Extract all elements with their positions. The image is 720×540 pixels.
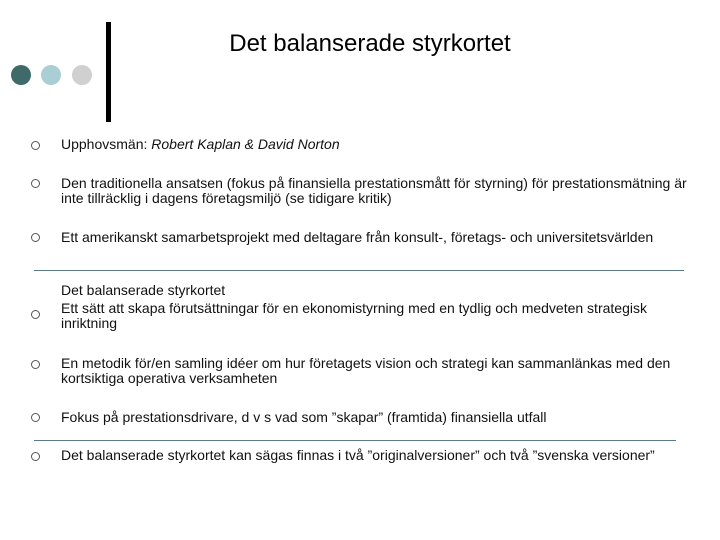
section-divider <box>34 440 676 441</box>
bullet-item: Fokus på prestationsdrivare, d v s vad som ”skapar” (framtida) finansiella utfall <box>61 409 547 425</box>
bullet-marker <box>31 413 40 422</box>
authors-prefix: Upphovsmän: <box>61 136 152 152</box>
section-heading: Det balanserade styrkortet <box>61 282 226 298</box>
bullet-marker <box>31 452 40 461</box>
title-divider-line <box>106 22 111 122</box>
slide-title: Det balanserade styrkortet <box>229 30 511 57</box>
decorative-dot-dark <box>11 65 31 85</box>
bullet-item: Ett sätt att skapa förutsättningar för en ekonomistyrning med en tydlig och medveten strategisk inriktning <box>61 300 647 331</box>
bullet-item: Ett amerikanskt samarbetsprojekt med deltagare från konsult-, företags- och universitetsvärlden <box>61 229 654 245</box>
bullet-marker <box>31 141 40 150</box>
bullet-marker <box>31 310 40 319</box>
bullet-item: Den traditionella ansatsen (fokus på finansiella prestationsmått för styrning) för prestationsmätning är inte tillräcklig i dagens företagsmiljö (se tidigare kritik) <box>61 175 687 206</box>
decorative-dot-light-blue <box>41 65 61 85</box>
decorative-dot-gray <box>72 65 92 85</box>
bullet-marker <box>31 360 40 369</box>
bullet-item: En metodik för/en samling idéer om hur företagets vision och strategi kan sammanlänkas med den kortsiktiga operativa verksamheten <box>61 355 671 386</box>
bullet-item-authors <box>61 137 691 152</box>
bullet-marker <box>31 179 40 188</box>
section-divider <box>34 270 684 271</box>
bullet-item: Det balanserade styrkortet kan sägas finnas i två ”originalversioner” och två ”svenska versioner” <box>61 447 655 463</box>
authors-names: Robert Kaplan & David Norton <box>151 136 340 152</box>
bullet-marker <box>31 233 40 242</box>
